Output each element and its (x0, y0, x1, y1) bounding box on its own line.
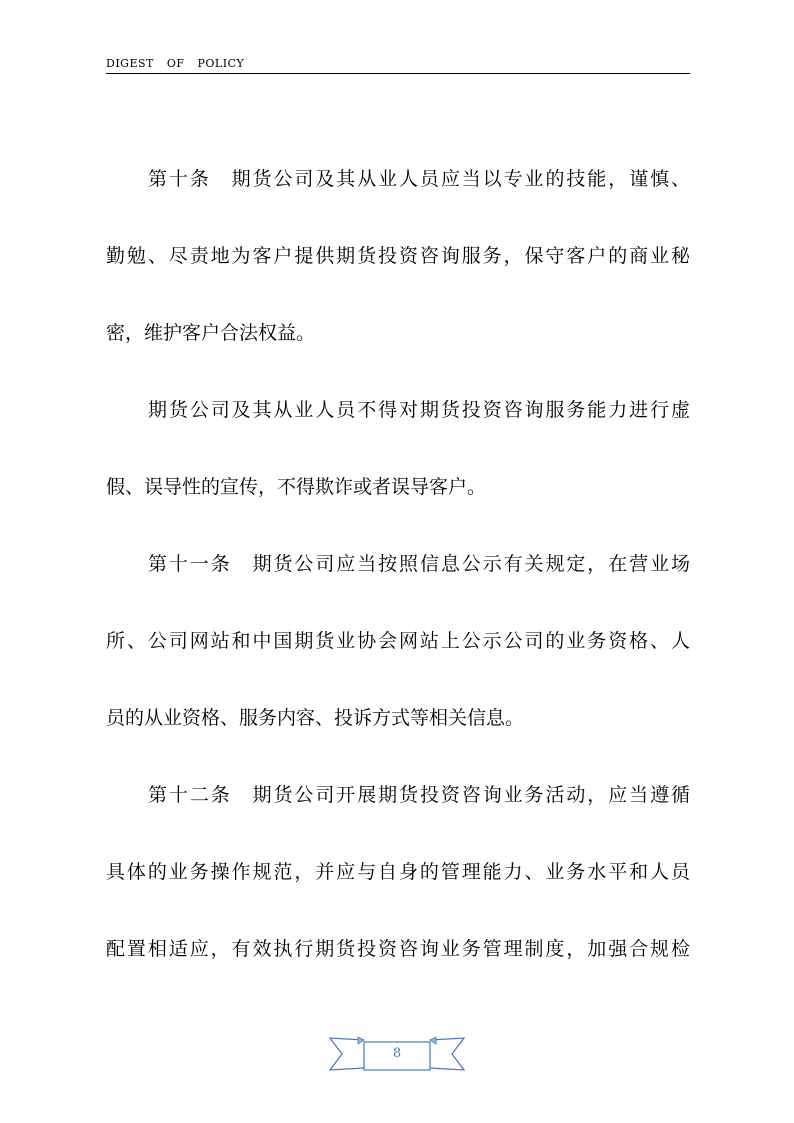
paragraph-article-10 (106, 150, 690, 381)
text-line: 配置相适应，有效执行期货投资咨询业务管理制度，加强合规检 (106, 938, 690, 960)
text-line: 勤勉、尽责地为客户提供期货投资咨询服务，保守客户的商业秘 (106, 245, 690, 267)
text-line: 第十二条 期货公司开展期货投资咨询业务活动，应当遵循 (148, 784, 690, 806)
running-header (106, 57, 690, 74)
text-line: 员的从业资格、服务内容、投诉方式等相关信息。 (106, 707, 525, 729)
text-line: 假、误导性的宣传，不得欺诈或者误导客户。 (106, 476, 487, 498)
text-line: 所、公司网站和中国期货业协会网站上公示公司的业务资格、人 (106, 630, 690, 652)
paragraph-article-11 (106, 535, 690, 766)
text-line: 第十条 期货公司及其从业人员应当以专业的技能，谨慎、 (148, 168, 690, 190)
document-body (106, 150, 690, 997)
text-line: 密，维护客户合法权益。 (106, 322, 316, 344)
header-title: DIGEST OF POLICY (106, 57, 245, 70)
text-line: 期货公司及其从业人员不得对期货投资咨询服务能力进行虚 (148, 399, 690, 421)
page-number-ribbon (328, 1034, 466, 1074)
paragraph-article-12 (106, 766, 690, 997)
text-line: 第十一条 期货公司应当按照信息公示有关规定，在营业场 (148, 553, 690, 575)
page-number: 8 (392, 1046, 402, 1061)
text-line: 具体的业务操作规范，并应与自身的管理能力、业务水平和人员 (106, 861, 690, 883)
paragraph-article-10-clause-2 (106, 381, 690, 535)
